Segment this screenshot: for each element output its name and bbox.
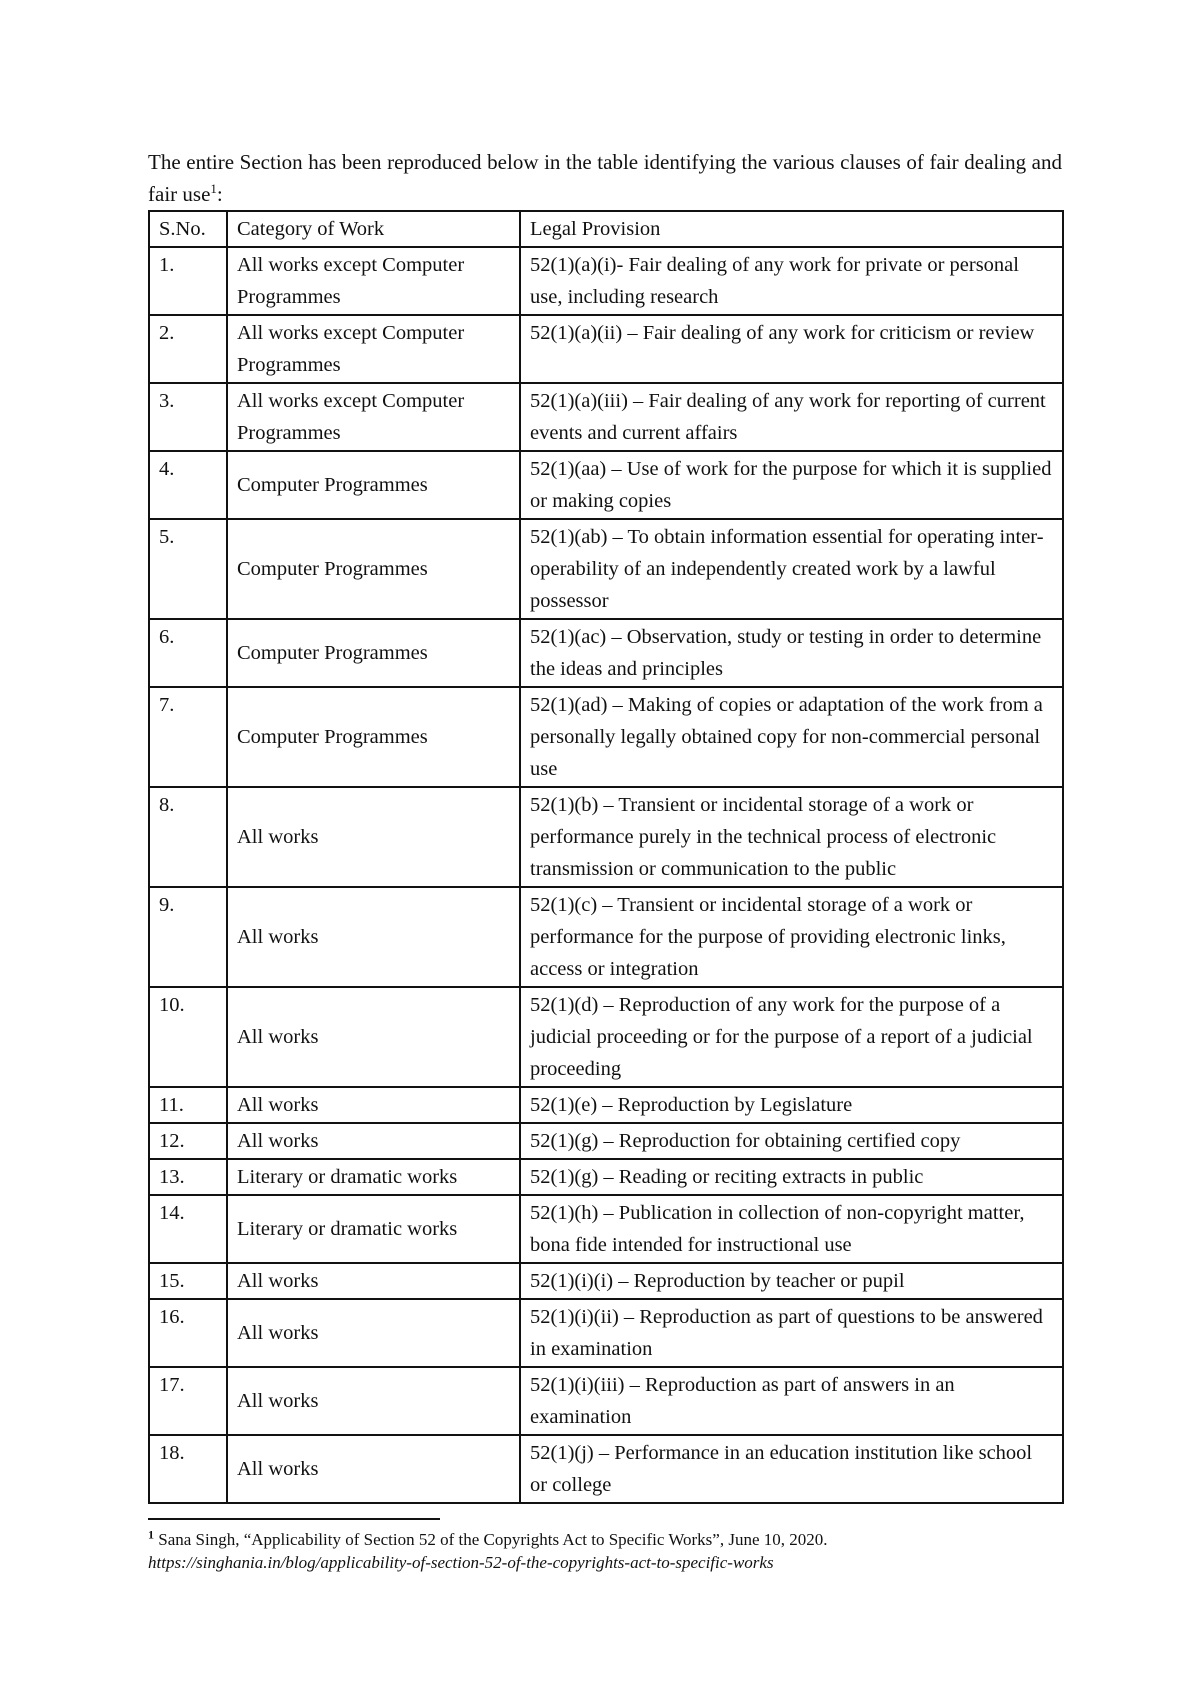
- cell-provision: 52(1)(b) – Transient or incidental storage of a work or performance purely in the technical process of electronic transmission or communication to the public: [520, 787, 1063, 887]
- cell-provision: 52(1)(ac) – Observation, study or testing in order to determine the ideas and principles: [520, 619, 1063, 687]
- intro-text: The entire Section has been reproduced below in the table identifying the various clauses of fair dealing and fair use: [148, 150, 1062, 206]
- cell-category: All works except Computer Programmes: [227, 247, 520, 315]
- cell-category: All works: [227, 1263, 520, 1299]
- table-row: [149, 451, 1063, 519]
- cell-sno: 9.: [149, 887, 227, 987]
- cell-provision: 52(1)(i)(iii) – Reproduction as part of answers in an examination: [520, 1367, 1063, 1435]
- cell-provision: 52(1)(ab) – To obtain information essential for operating inter-operability of an independently created work by a lawful possessor: [520, 519, 1063, 619]
- cell-category: All works: [227, 1123, 520, 1159]
- table-header-row: [149, 211, 1063, 247]
- cell-provision: 52(1)(i)(ii) – Reproduction as part of questions to be answered in examination: [520, 1299, 1063, 1367]
- cell-category: All works: [227, 887, 520, 987]
- table-row: [149, 1159, 1063, 1195]
- table-row: [149, 1123, 1063, 1159]
- cell-sno: 6.: [149, 619, 227, 687]
- footnote: [148, 1528, 1062, 1574]
- cell-sno: 2.: [149, 315, 227, 383]
- cell-category: All works: [227, 1087, 520, 1123]
- table-row: [149, 619, 1063, 687]
- header-provision: Legal Provision: [520, 211, 1063, 247]
- table-row: [149, 887, 1063, 987]
- table-row: [149, 1299, 1063, 1367]
- cell-provision: 52(1)(g) – Reproduction for obtaining certified copy: [520, 1123, 1063, 1159]
- cell-sno: 3.: [149, 383, 227, 451]
- cell-sno: 1.: [149, 247, 227, 315]
- table-row: [149, 519, 1063, 619]
- cell-provision: 52(1)(e) – Reproduction by Legislature: [520, 1087, 1063, 1123]
- cell-provision: 52(1)(a)(iii) – Fair dealing of any work for reporting of current events and current affairs: [520, 383, 1063, 451]
- cell-category: All works: [227, 1435, 520, 1503]
- cell-category: All works: [227, 1299, 520, 1367]
- cell-category: Computer Programmes: [227, 687, 520, 787]
- cell-sno: 7.: [149, 687, 227, 787]
- provisions-table: [148, 210, 1064, 1504]
- intro-paragraph: [148, 146, 1062, 210]
- header-category: Category of Work: [227, 211, 520, 247]
- cell-category: All works except Computer Programmes: [227, 383, 520, 451]
- cell-provision: 52(1)(i)(i) – Reproduction by teacher or pupil: [520, 1263, 1063, 1299]
- document-page: [148, 146, 1062, 1574]
- table-row: [149, 1087, 1063, 1123]
- table-row: [149, 787, 1063, 887]
- footnote-citation: Sana Singh, “Applicability of Section 52 of the Copyrights Act to Specific Works”, June 10, 2020.: [158, 1530, 828, 1549]
- cell-sno: 15.: [149, 1263, 227, 1299]
- cell-sno: 8.: [149, 787, 227, 887]
- cell-provision: 52(1)(c) – Transient or incidental storage of a work or performance for the purpose of providing electronic links, access or integration: [520, 887, 1063, 987]
- table-row: [149, 247, 1063, 315]
- cell-sno: 14.: [149, 1195, 227, 1263]
- cell-sno: 10.: [149, 987, 227, 1087]
- cell-category: Computer Programmes: [227, 451, 520, 519]
- header-sno: S.No.: [149, 211, 227, 247]
- cell-sno: 4.: [149, 451, 227, 519]
- cell-provision: 52(1)(d) – Reproduction of any work for the purpose of a judicial proceeding or for the purpose of a report of a judicial proceeding: [520, 987, 1063, 1087]
- table-row: [149, 383, 1063, 451]
- cell-sno: 16.: [149, 1299, 227, 1367]
- table-row: [149, 1367, 1063, 1435]
- intro-colon: :: [216, 182, 223, 206]
- cell-provision: 52(1)(h) – Publication in collection of non-copyright matter, bona fide intended for instructional use: [520, 1195, 1063, 1263]
- cell-sno: 18.: [149, 1435, 227, 1503]
- footnote-mark: 1: [148, 1527, 154, 1542]
- cell-category: Computer Programmes: [227, 519, 520, 619]
- table-row: [149, 1435, 1063, 1503]
- cell-sno: 12.: [149, 1123, 227, 1159]
- cell-provision: 52(1)(ad) – Making of copies or adaptation of the work from a personally legally obtained copy for non-commercial personal use: [520, 687, 1063, 787]
- footnote-divider: [148, 1518, 440, 1520]
- cell-sno: 13.: [149, 1159, 227, 1195]
- cell-category: All works: [227, 987, 520, 1087]
- footnote-reference[interactable]: 1: [210, 181, 217, 196]
- cell-provision: 52(1)(g) – Reading or reciting extracts in public: [520, 1159, 1063, 1195]
- cell-provision: 52(1)(aa) – Use of work for the purpose for which it is supplied or making copies: [520, 451, 1063, 519]
- cell-provision: 52(1)(a)(ii) – Fair dealing of any work for criticism or review: [520, 315, 1063, 383]
- cell-category: All works except Computer Programmes: [227, 315, 520, 383]
- table-row: [149, 987, 1063, 1087]
- table-row: [149, 1263, 1063, 1299]
- cell-sno: 5.: [149, 519, 227, 619]
- cell-provision: 52(1)(a)(i)- Fair dealing of any work for private or personal use, including research: [520, 247, 1063, 315]
- table-row: [149, 1195, 1063, 1263]
- table-row: [149, 687, 1063, 787]
- cell-category: All works: [227, 1367, 520, 1435]
- table-row: [149, 315, 1063, 383]
- cell-provision: 52(1)(j) – Performance in an education institution like school or college: [520, 1435, 1063, 1503]
- cell-category: Computer Programmes: [227, 619, 520, 687]
- cell-category: Literary or dramatic works: [227, 1159, 520, 1195]
- cell-category: All works: [227, 787, 520, 887]
- cell-category: Literary or dramatic works: [227, 1195, 520, 1263]
- cell-sno: 17.: [149, 1367, 227, 1435]
- footnote-link[interactable]: https://singhania.in/blog/applicability-of-section-52-of-the-copyrights-act-to-specific-works: [148, 1553, 774, 1572]
- cell-sno: 11.: [149, 1087, 227, 1123]
